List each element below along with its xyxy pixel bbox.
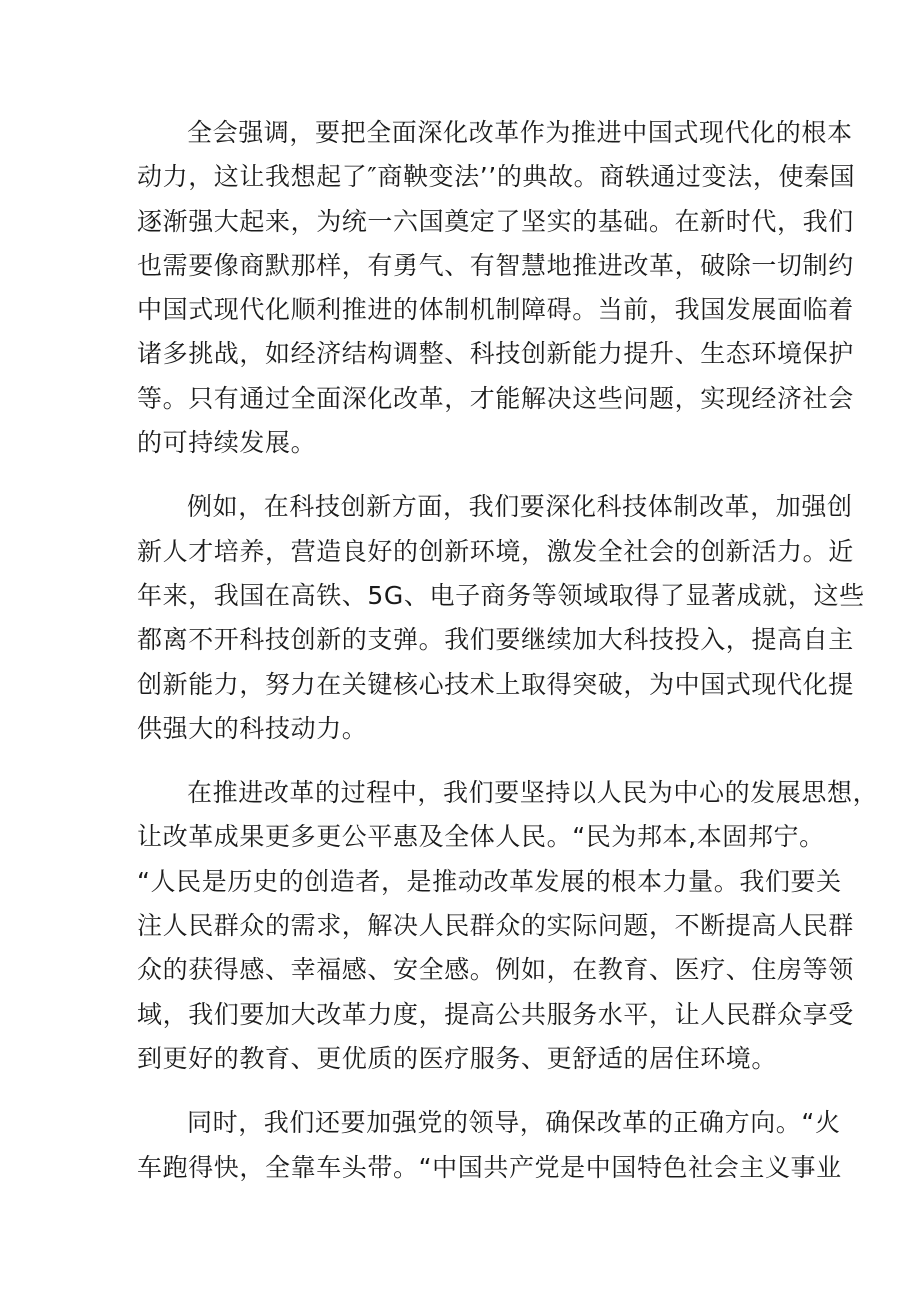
text-line: 同时，我们还要加强党的领导，确保改革的正确方向。“火 (187, 1108, 841, 1138)
text-line: 都离不开科技创新的支弹。我们要继续加大科技投入，提高自主 (137, 625, 854, 655)
text-line: 的可持续发展。 (137, 428, 317, 458)
text-line: 到更好的教育、更优质的医疗服务、更舒适的居住环境。 (137, 1043, 778, 1073)
text-line: 众的获得感、幸福感、安全感。例如，在教育、医疗、住房等领 (137, 955, 854, 985)
text-line: 也需要像商默那样，有勇气、有智慧地推进改革，破除一切制约 (137, 250, 854, 280)
text-line: 注人民群众的需求，解决人民群众的实际问题，不断提高人民群 (137, 911, 854, 941)
text-line: 动力，这让我想起了″商鞅变法’’的典故。商轶通过变法，使秦国 (137, 162, 856, 192)
text-line: 供强大的科技动力。 (137, 713, 368, 743)
paragraph-2 (137, 485, 865, 751)
paragraph-3 (137, 771, 879, 1081)
text-line: 新人才培养，营造良好的创新环境，激发全社会的创新活力。近 (137, 536, 854, 566)
text-line: 年来，我国在高铁、5G、电子商务等领域取得了显著成就，这些 (137, 580, 865, 610)
text-line: 创新能力，努力在关键核心技术上取得突破，为中国式现代化提 (137, 669, 854, 699)
paragraph-1 (137, 111, 856, 465)
text-line: 诸多挑战，如经济结构调整、科技创新能力提升、生态环境保护 (137, 339, 854, 369)
text-line: 在推进改革的过程中，我们要坚持以人民为中心的发展思想， (187, 778, 879, 808)
text-line: 等。只有通过全面深化改革，才能解决这些问题，实现经济社会 (137, 383, 854, 413)
text-line: 让改革成果更多更公平惠及全体人民。“民为邦本,本固邦宁。 (137, 822, 825, 852)
text-line: 例如，在科技创新方面，我们要深化科技体制改革，加强创 (187, 492, 853, 522)
text-line: 逐渐强大起来，为统一六国奠定了坚实的基础。在新时代，我们 (137, 206, 854, 236)
text-line: 域，我们要加大改革力度，提高公共服务水平，让人民群众享受 (137, 999, 854, 1029)
text-line: 全会强调，要把全面深化改革作为推进中国式现代化的根本 (187, 118, 853, 147)
paragraph-4 (137, 1101, 842, 1190)
document-body (137, 111, 879, 1210)
text-line: 车跑得快，全靠车头带。“中国共产党是中国特色社会主义事业 (137, 1152, 842, 1182)
text-line: “人民是历史的创造者，是推动改革发展的根本力量。我们要关 (137, 866, 842, 896)
text-line: 中国式现代化顺利推进的体制机制障碍。当前，我国发展面临着 (137, 295, 854, 325)
